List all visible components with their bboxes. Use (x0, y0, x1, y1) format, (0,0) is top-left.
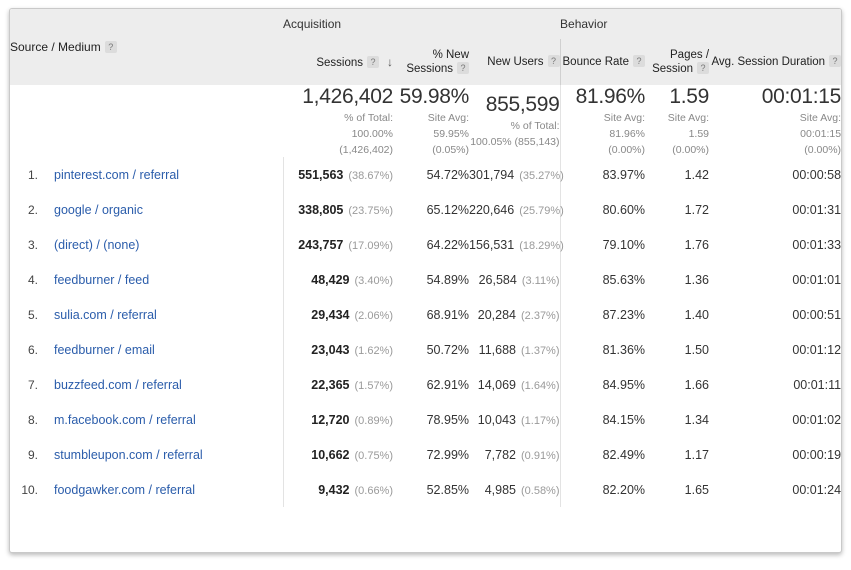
row-new-users-percent: (1.37%) (520, 344, 560, 357)
row-source-medium (44, 472, 283, 507)
summary-new-sessions-value: 59.98% (399, 85, 470, 108)
analytics-report-panel (9, 8, 842, 553)
row-index: 8. (10, 402, 44, 437)
header-group-acquisition (283, 9, 560, 39)
row-sessions-percent: (0.66%) (354, 484, 394, 497)
header-new-users[interactable] (469, 39, 560, 85)
row-bounce-rate: 85.63% (560, 262, 645, 297)
summary-bounce-rate (560, 85, 645, 157)
row-sessions (283, 472, 393, 507)
header-sessions-label: Sessions (316, 56, 364, 69)
row-sessions (283, 227, 393, 262)
help-icon[interactable]: ? (367, 56, 379, 68)
row-avg-duration: 00:01:12 (709, 332, 841, 367)
row-new-users (469, 192, 564, 227)
row-sessions-value: 10,662 (311, 447, 350, 462)
row-avg-duration: 00:01:31 (709, 192, 841, 227)
row-sessions-value: 48,429 (311, 272, 350, 287)
row-new-sessions: 54.72% (393, 157, 469, 192)
row-bounce-rate: 81.36% (560, 332, 645, 367)
row-index: 2. (10, 192, 44, 227)
row-new-users (469, 402, 560, 437)
header-new-sessions[interactable] (393, 39, 469, 85)
source-medium-link[interactable]: feedburner / email (54, 342, 155, 357)
row-new-users-value: 7,782 (484, 447, 516, 462)
sort-descending-arrow-icon[interactable]: ↓ (387, 54, 394, 69)
summary-new-users-sub2: 100.05% (855,143) (470, 136, 560, 148)
table-row (10, 192, 841, 227)
row-new-users-percent: (1.17%) (520, 414, 560, 427)
row-sessions (283, 332, 393, 367)
row-avg-duration: 00:00:51 (709, 297, 841, 332)
header-pages-session[interactable] (645, 39, 709, 85)
row-new-users (469, 437, 560, 472)
row-bounce-rate: 80.60% (560, 192, 645, 227)
row-sessions-percent: (23.75%) (348, 204, 394, 217)
row-bounce-rate: 82.20% (560, 472, 645, 507)
row-avg-duration: 00:00:19 (709, 437, 841, 472)
row-bounce-rate: 79.10% (560, 227, 645, 262)
row-sessions-percent: (1.62%) (354, 344, 394, 357)
source-medium-link[interactable]: stumbleupon.com / referral (54, 447, 203, 462)
header-bounce-rate[interactable] (560, 39, 645, 85)
row-source-medium (44, 437, 283, 472)
help-icon[interactable]: ? (105, 41, 117, 53)
row-new-sessions: 54.89% (393, 262, 469, 297)
summary-new-sessions-sub2: 59.95% (433, 128, 470, 140)
header-group-behavior (560, 9, 841, 39)
table-body (10, 157, 841, 507)
row-pages-session: 1.40 (645, 297, 709, 332)
header-source-medium[interactable] (10, 9, 283, 85)
row-index: 1. (10, 157, 44, 192)
summary-new-sessions-sub3: (0.05%) (432, 144, 470, 156)
row-source-medium (44, 227, 283, 262)
row-new-users (469, 472, 560, 507)
row-sessions-value: 243,757 (298, 237, 344, 252)
row-bounce-rate: 82.49% (560, 437, 645, 472)
row-index: 4. (10, 262, 44, 297)
summary-bounce-rate-sub3: (0.00%) (608, 144, 646, 156)
summary-new-users-value: 855,599 (485, 93, 560, 116)
row-sessions-value: 23,043 (311, 342, 350, 357)
summary-pages-session (645, 85, 709, 157)
source-medium-link[interactable]: sulia.com / referral (54, 307, 157, 322)
row-new-sessions: 62.91% (393, 367, 469, 402)
row-avg-duration: 00:01:02 (709, 402, 841, 437)
row-new-sessions: 78.95% (393, 402, 469, 437)
row-pages-session: 1.36 (645, 262, 709, 297)
header-sessions[interactable] (283, 39, 393, 85)
row-new-users-value: 26,584 (478, 272, 517, 287)
row-pages-session: 1.65 (645, 472, 709, 507)
row-new-users-value: 156,531 (469, 237, 515, 252)
help-icon[interactable]: ? (457, 62, 469, 74)
summary-avg-duration-sub1: Site Avg: (799, 112, 842, 124)
row-new-users-percent: (3.11%) (521, 274, 560, 287)
header-new-sessions-label: % New Sessions (406, 49, 470, 75)
row-new-users (469, 367, 560, 402)
source-medium-link[interactable]: google / organic (54, 202, 143, 217)
summary-pages-session-sub3: (0.00%) (672, 144, 710, 156)
table-row (10, 157, 841, 192)
row-pages-session: 1.34 (645, 402, 709, 437)
row-source-medium (44, 367, 283, 402)
row-new-users (469, 297, 560, 332)
summary-pages-session-value: 1.59 (669, 85, 710, 108)
summary-pages-session-sub2: 1.59 (688, 128, 710, 140)
traffic-sources-table (10, 9, 841, 507)
row-pages-session: 1.72 (645, 192, 709, 227)
row-sessions-value: 29,434 (311, 307, 350, 322)
source-medium-link[interactable]: (direct) / (none) (54, 237, 140, 252)
table-row (10, 297, 841, 332)
row-source-medium (44, 402, 283, 437)
source-medium-link[interactable]: m.facebook.com / referral (54, 412, 196, 427)
row-index: 6. (10, 332, 44, 367)
row-new-users-percent: (18.29%) (519, 239, 564, 252)
row-source-medium (44, 157, 283, 192)
row-sessions (283, 297, 393, 332)
row-avg-duration: 00:00:58 (709, 157, 841, 192)
table-row (10, 437, 841, 472)
row-index: 9. (10, 437, 44, 472)
header-new-users-label: New Users (487, 56, 544, 68)
row-sessions (283, 367, 393, 402)
summary-sessions-sub2: 100.00% (351, 128, 394, 140)
row-sessions-value: 22,365 (311, 377, 350, 392)
row-bounce-rate: 87.23% (560, 297, 645, 332)
row-pages-session: 1.17 (645, 437, 709, 472)
summary-avg-duration-sub2: 00:01:15 (800, 128, 842, 140)
row-bounce-rate: 83.97% (560, 157, 645, 192)
header-bounce-rate-label: Bounce Rate (562, 56, 630, 68)
row-sessions (283, 262, 393, 297)
source-medium-link[interactable]: foodgawker.com / referral (54, 482, 196, 497)
row-new-users-value: 14,069 (477, 377, 516, 392)
summary-new-sessions-sub1: Site Avg: (427, 112, 470, 124)
row-new-sessions: 65.12% (393, 192, 469, 227)
row-sessions-value: 338,805 (298, 202, 344, 217)
header-pages-session-label: Pages / Session (652, 49, 710, 75)
row-pages-session: 1.76 (645, 227, 709, 262)
row-new-users-percent: (0.91%) (520, 449, 560, 462)
row-source-medium (44, 297, 283, 332)
table-row (10, 402, 841, 437)
table-row (10, 367, 841, 402)
row-new-users (469, 227, 564, 262)
summary-new-sessions (393, 85, 469, 157)
summary-sessions-sub1: % of Total: (344, 112, 394, 124)
source-medium-link[interactable]: pinterest.com / referral (54, 167, 180, 182)
row-sessions (283, 402, 393, 437)
summary-sessions-value: 1,426,402 (302, 85, 394, 108)
row-sessions (283, 437, 393, 472)
summary-bounce-rate-value: 81.96% (575, 85, 646, 108)
row-new-users-value: 20,284 (477, 307, 516, 322)
row-bounce-rate: 84.15% (560, 402, 645, 437)
row-avg-duration: 00:01:33 (709, 227, 841, 262)
summary-sessions (283, 85, 393, 157)
row-new-users-value: 301,794 (469, 167, 515, 182)
row-new-users-value: 11,688 (478, 342, 516, 357)
row-avg-duration: 00:01:11 (709, 367, 841, 402)
summary-bounce-rate-sub1: Site Avg: (603, 112, 646, 124)
table-row (10, 472, 841, 507)
row-sessions-percent: (38.67%) (348, 169, 394, 182)
summary-pages-session-sub1: Site Avg: (667, 112, 710, 124)
row-new-users-value: 10,043 (477, 412, 516, 427)
row-new-users (469, 262, 560, 297)
row-new-users-value: 220,646 (469, 202, 515, 217)
row-source-medium (44, 192, 283, 227)
header-avg-session-duration-label: Avg. Session Duration (711, 56, 826, 68)
help-icon[interactable]: ? (548, 55, 560, 67)
row-avg-duration: 00:01:01 (709, 262, 841, 297)
header-source-medium-label: Source / Medium (10, 40, 101, 54)
row-bounce-rate: 84.95% (560, 367, 645, 402)
row-sessions-percent: (2.06%) (354, 309, 394, 322)
table-row (10, 332, 841, 367)
row-new-users-value: 4,985 (484, 482, 516, 497)
row-source-medium (44, 332, 283, 367)
row-new-users-percent: (0.58%) (520, 484, 560, 497)
summary-bounce-rate-sub2: 81.96% (609, 128, 646, 140)
row-index: 3. (10, 227, 44, 262)
source-medium-link[interactable]: feedburner / feed (54, 272, 150, 287)
row-sessions-percent: (17.09%) (348, 239, 394, 252)
help-icon[interactable]: ? (633, 55, 645, 67)
help-icon[interactable]: ? (829, 55, 841, 67)
row-new-users-percent: (2.37%) (520, 309, 560, 322)
row-sessions-percent: (0.89%) (354, 414, 394, 427)
row-new-users-percent: (25.79%) (519, 204, 564, 217)
row-sessions-percent: (3.40%) (354, 274, 394, 287)
row-new-users-percent: (35.27%) (519, 169, 564, 182)
row-pages-session: 1.42 (645, 157, 709, 192)
row-index: 10. (10, 472, 44, 507)
summary-avg-duration-sub3: (0.00%) (804, 144, 842, 156)
row-new-sessions: 52.85% (393, 472, 469, 507)
row-index: 5. (10, 297, 44, 332)
summary-new-users (469, 85, 560, 157)
row-sessions-percent: (1.57%) (354, 379, 394, 392)
summary-row (10, 85, 841, 157)
row-pages-session: 1.50 (645, 332, 709, 367)
header-group-behavior-label: Behavior (560, 17, 608, 31)
row-new-sessions: 64.22% (393, 227, 469, 262)
row-pages-session: 1.66 (645, 367, 709, 402)
summary-avg-duration-value: 00:01:15 (761, 85, 842, 108)
row-sessions-percent: (0.75%) (354, 449, 394, 462)
table-row (10, 262, 841, 297)
row-avg-duration: 00:01:24 (709, 472, 841, 507)
table-group-header-row (10, 9, 841, 39)
header-avg-session-duration[interactable] (709, 39, 841, 85)
row-sessions (283, 192, 393, 227)
header-group-acquisition-label: Acquisition (283, 17, 342, 31)
row-new-users (469, 157, 564, 192)
source-medium-link[interactable]: buzzfeed.com / referral (54, 377, 182, 392)
row-index: 7. (10, 367, 44, 402)
row-new-sessions: 68.91% (393, 297, 469, 332)
summary-sessions-sub3: (1,426,402) (339, 144, 394, 156)
summary-blank-cell (10, 85, 283, 157)
row-new-sessions: 50.72% (393, 332, 469, 367)
table-row (10, 227, 841, 262)
row-sessions (283, 157, 393, 192)
help-icon[interactable]: ? (697, 62, 709, 74)
row-new-users (469, 332, 560, 367)
summary-avg-duration (709, 85, 841, 157)
row-sessions-value: 9,432 (318, 482, 350, 497)
row-source-medium (44, 262, 283, 297)
row-sessions-value: 12,720 (311, 412, 350, 427)
row-new-users-percent: (1.64%) (520, 379, 560, 392)
row-sessions-value: 551,563 (298, 167, 344, 182)
row-new-sessions: 72.99% (393, 437, 469, 472)
summary-new-users-sub1: % of Total: (510, 120, 560, 132)
